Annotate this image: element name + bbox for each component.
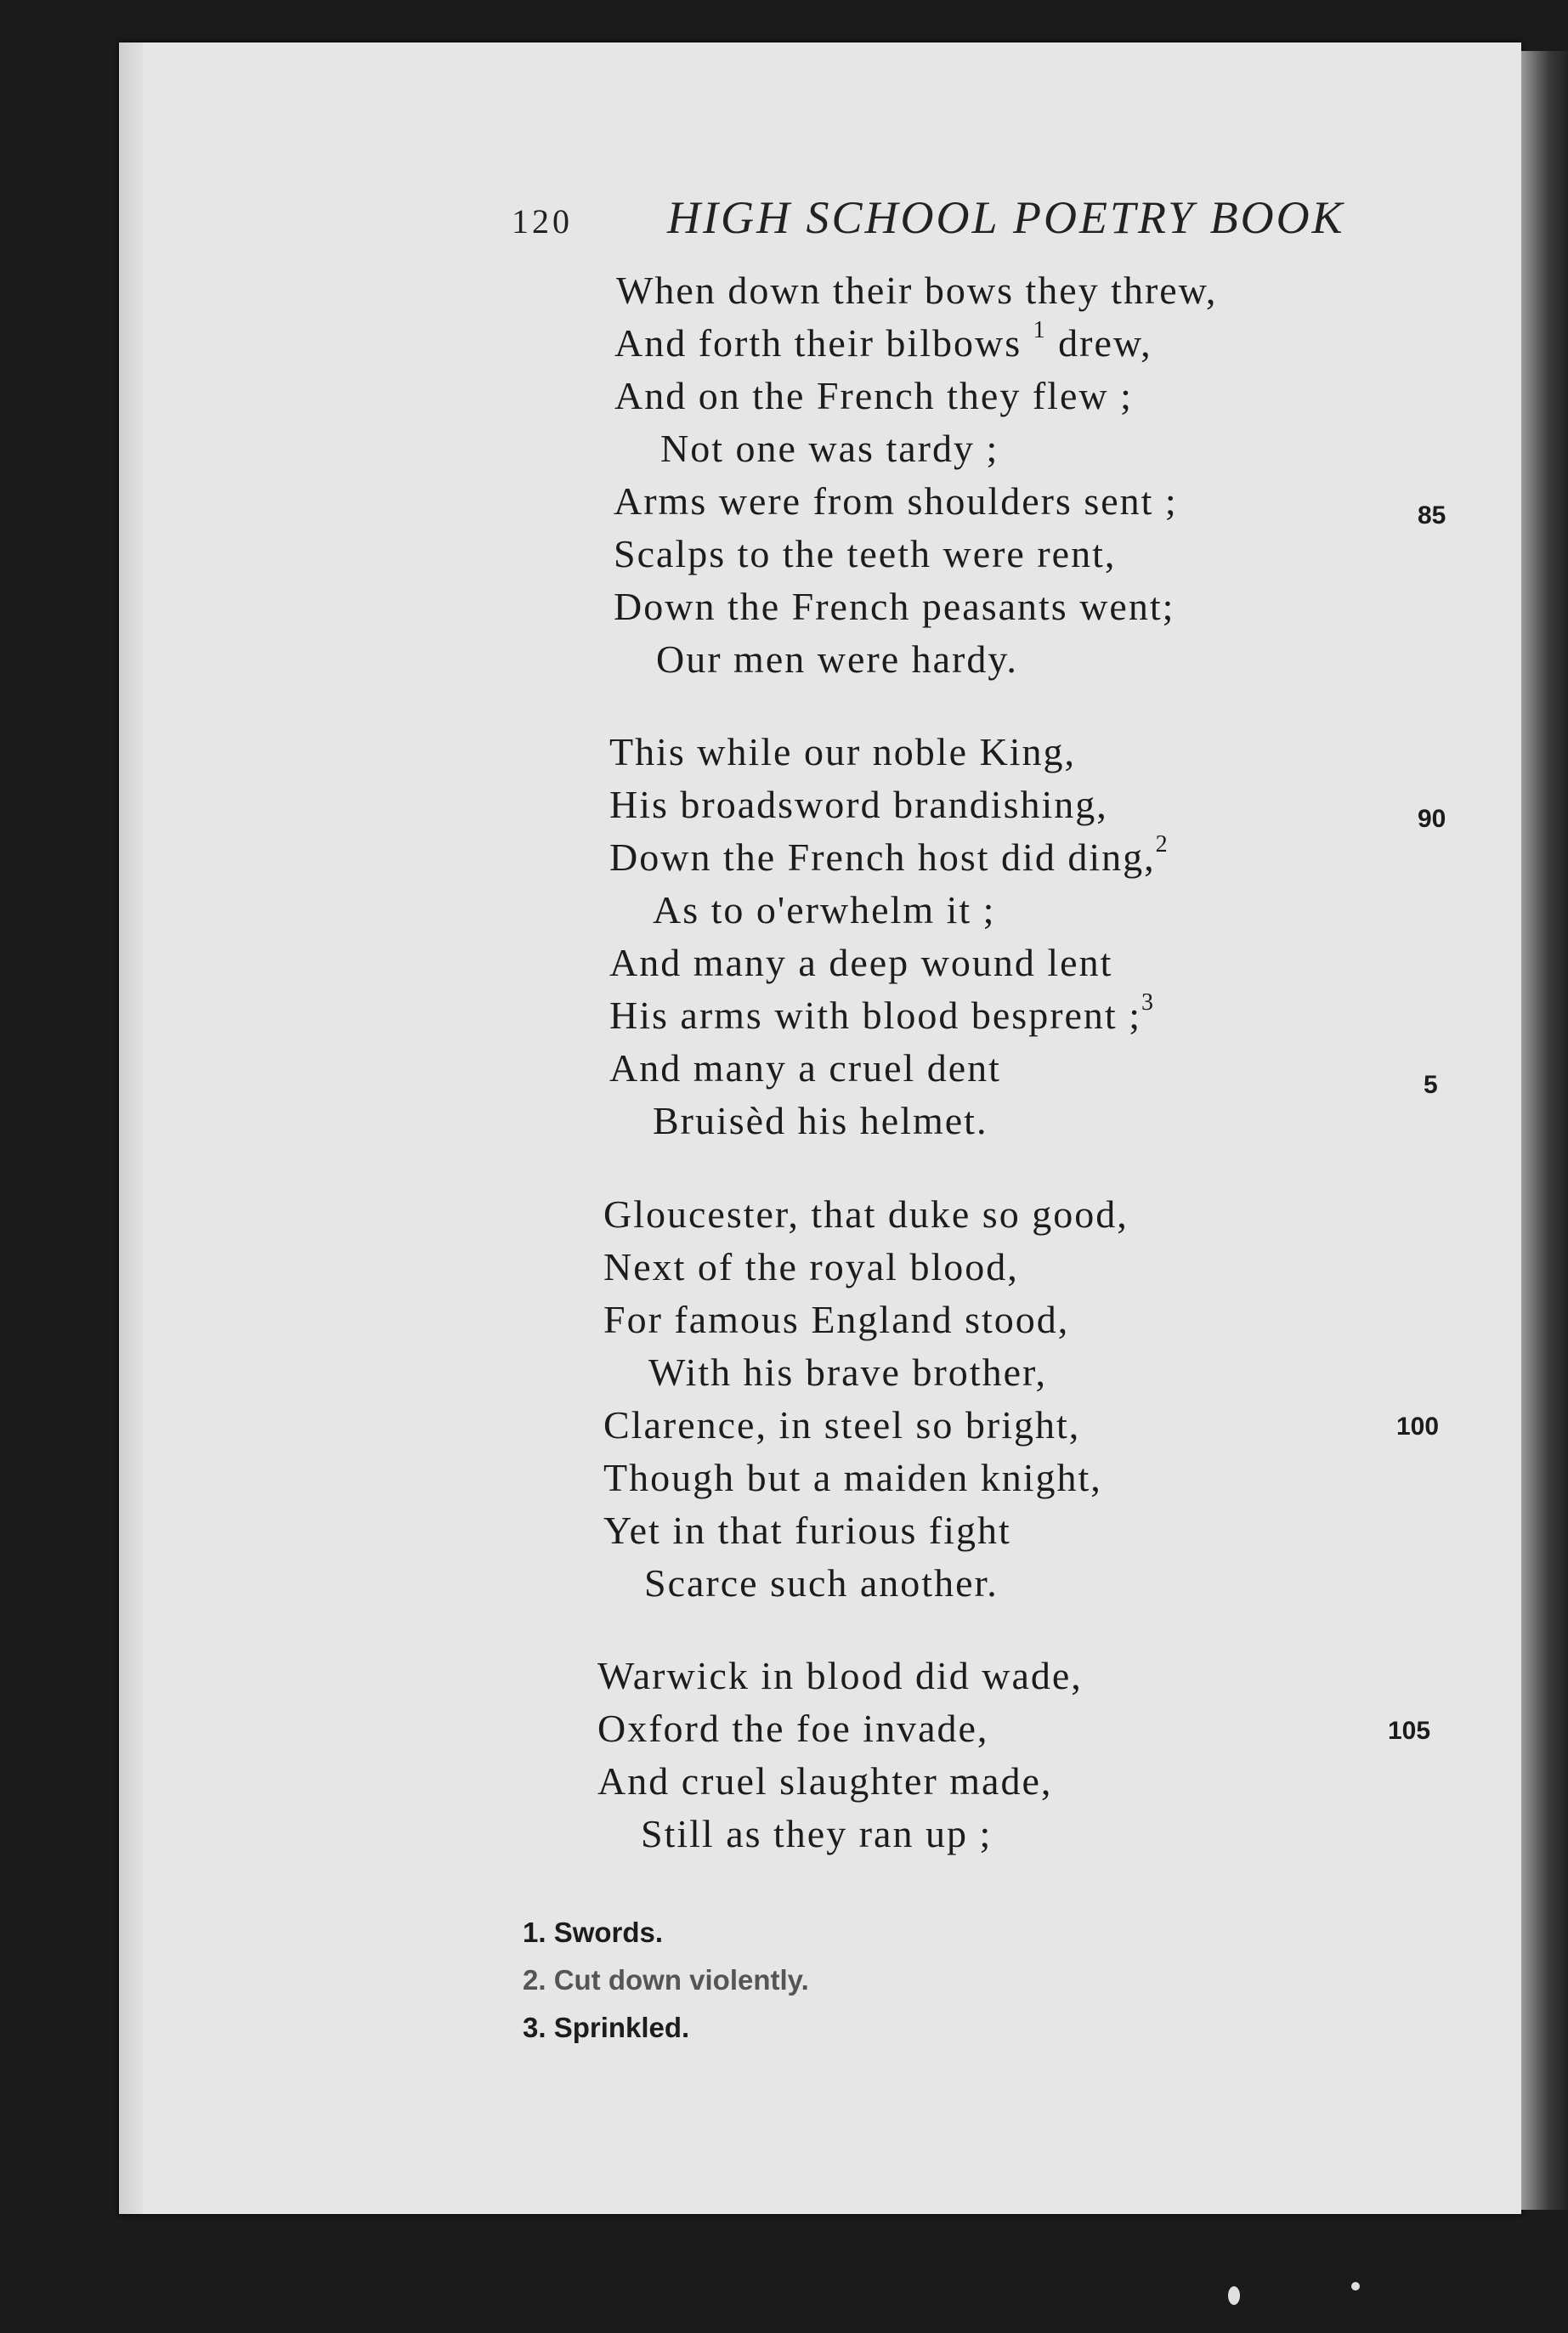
poem-line: Scalps to the teeth were rent, — [614, 532, 1117, 575]
footnote-ref: 1 — [1033, 317, 1047, 343]
poem-line: As to o'erwhelm it ; — [653, 888, 996, 932]
footnote: 2. Cut down violently. — [523, 1964, 809, 1996]
poem-line: And cruel slaughter made, — [597, 1759, 1053, 1803]
poem-line: His arms with blood besprent ;$^3$ — [609, 989, 1155, 1037]
poem-line: Scarce such another. — [644, 1561, 999, 1605]
poem-line: Next of the royal blood, — [603, 1245, 1019, 1288]
page-gutter-edge — [119, 42, 143, 2214]
poem-line: His broadsword brandishing, — [609, 783, 1108, 826]
line-number: 105 — [1388, 1717, 1431, 1745]
poem-line: Arms were from shoulders sent ; — [614, 479, 1178, 523]
poem-line: Oxford the foe invade, — [597, 1707, 989, 1750]
book-page — [119, 42, 1521, 2214]
poem-line: And many a deep wound lent — [609, 941, 1113, 984]
poem-line: Gloucester, that duke so good, — [603, 1192, 1129, 1236]
poem-line: And on the French they flew ; — [614, 374, 1133, 417]
line-number: 85 — [1418, 501, 1446, 529]
poem-line: Down the French peasants went; — [614, 585, 1175, 628]
page-number: 120 — [512, 202, 573, 241]
dust-speck — [1228, 2286, 1240, 2305]
poem-line: Clarence, in steel so bright, — [603, 1403, 1081, 1447]
poem-line: Though but a maiden knight, — [603, 1456, 1102, 1499]
book-spine-shadow — [1521, 51, 1568, 2210]
poem-line: Down the French host did ding,$^2$ — [609, 831, 1169, 879]
page-header — [119, 191, 1521, 259]
running-title: HIGH SCHOOL POETRY BOOK — [667, 192, 1345, 243]
poem-line: Yet in that furious fight — [603, 1509, 1011, 1552]
poem-line: Bruisèd his helmet. — [653, 1099, 988, 1142]
dust-speck — [1351, 2282, 1360, 2291]
line-number: 100 — [1396, 1413, 1440, 1441]
poem-line: When down their bows they threw, — [616, 269, 1218, 312]
poem-line: With his brave brother, — [648, 1351, 1047, 1394]
poem-line: This while our noble King, — [609, 730, 1076, 773]
poem-line: Still as they ran up ; — [641, 1812, 993, 1855]
footnote-ref: 2 — [1155, 831, 1169, 858]
poem-line: And forth their bilbows $^1$ drew, — [614, 317, 1152, 365]
footnote: 3. Sprinkled. — [523, 2012, 690, 2043]
line-number: 5 — [1424, 1071, 1438, 1099]
poem-line: Warwick in blood did wade, — [597, 1654, 1083, 1697]
poem-line: For famous England stood, — [603, 1298, 1070, 1341]
poem-line: Our men were hardy. — [656, 637, 1018, 681]
footnote: 1. Swords. — [523, 1917, 664, 1948]
poem-line: Not one was tardy ; — [660, 427, 999, 470]
poem-line: And many a cruel dent — [609, 1046, 1001, 1090]
footnote-ref: 3 — [1141, 989, 1155, 1016]
line-number: 90 — [1418, 805, 1446, 833]
